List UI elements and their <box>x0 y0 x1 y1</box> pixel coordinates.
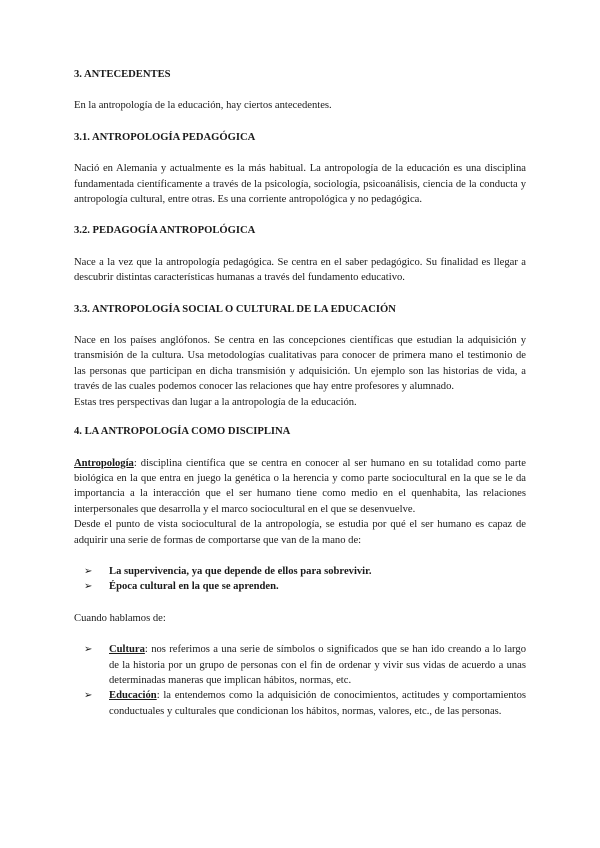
education-term: Educación <box>109 690 157 702</box>
lead-in-text: Cuando hablamos de: <box>74 612 166 624</box>
arrow-bullet-icon: ➢ <box>84 581 93 593</box>
anthropology-term: Antropología <box>74 457 134 469</box>
list-item <box>74 579 526 594</box>
culture-definition: : nos referimos a una serie de símbolos o significados que se han ido creando a lo largo de la historia por un grupo de personas con el fin de ordenar y vivir sus vidas de acuerdo a unas determinadas maneras que implican hábitos, normas, etc. <box>109 644 526 686</box>
section-3-1-heading: 3.1. ANTROPOLOGÍA PEDAGÓGICA <box>74 131 256 143</box>
section-4-heading: 4. LA ANTROPOLOGÍA COMO DISCIPLINA <box>74 426 291 438</box>
list-item-text: La supervivencia, ya que depende de ellos para sobrevivir. <box>109 565 372 577</box>
list-item <box>74 642 526 688</box>
section-4-followup: Desde el punto de vista sociocultural de la antropología, se estudia por qué el ser humano es capaz de adquirir una serie de formas de comportarse que van de la mano de: <box>74 519 526 546</box>
arrow-bullet-icon: ➢ <box>84 690 93 702</box>
culture-term: Cultura <box>109 644 145 656</box>
document-page <box>74 67 526 719</box>
behaviour-list <box>74 564 526 595</box>
definitions-list <box>74 642 526 719</box>
list-item-text: Época cultural en la que se aprenden. <box>109 581 279 593</box>
section-3-2-text: Nace a la vez que la antropología pedagógica. Se centra en el saber pedagógico. Su finalidad es llegar a descubrir distintas características humanas a través del fundamento educativo. <box>74 256 526 284</box>
section-3-3-heading: 3.3. ANTROPOLOGÍA SOCIAL O CULTURAL DE LA EDUCACIÓN <box>74 303 396 315</box>
education-definition: : la entendemos como la adquisición de conocimientos, actitudes y comportamientos conductuales y culturales que condicionan los hábitos, normas, valores, etc., de las personas. <box>109 690 526 717</box>
section-3-1-text: Nació en Alemania y actualmente es la más habitual. La antropología de la educación es una disciplina fundamentada científicamente a través de la psicología, sociología, psicoanálisis, ciencia de la conducta y antropología cultural, entre otras. Es una corriente antropológica y no pedagógica. <box>74 163 526 206</box>
list-item <box>74 564 526 579</box>
list-item <box>74 688 526 719</box>
section-3-2-heading: 3.2. PEDAGOGÍA ANTROPOLÓGICA <box>74 225 256 237</box>
section-3-3-closing: Estas tres perspectivas dan lugar a la antropología de la educación. <box>74 396 357 408</box>
arrow-bullet-icon: ➢ <box>84 565 93 577</box>
section-3-3-text: Nace en los países anglófonos. Se centra en las concepciones científicas que estudian la adquisición y transmisión de la cultura. Usa metodologías cualitativas para conocer de primera mano el testimonio de las personas que participan en dicha transmisión y adquisición. Un ejemplo son las historias de vida, a través de las cuales podemos conocer las relaciones que hay entre profesores y alumnado. <box>74 335 526 393</box>
anthropology-definition <box>74 456 526 518</box>
section-3-intro: En la antropología de la educación, hay ciertos antecedentes. <box>74 100 332 112</box>
anthropology-definition-text: : disciplina científica que se centra en conocer al ser humano en su totalidad como parte biológica en la que entra en juego la genética o la herencia y como parte sociocultural en la que se le da importancia a la interacción que el ser humano tiene como medio en el quenhabita, las relaciones interpersonales que desarrolla y el marco sociocultural en el que se desenvuelve. <box>74 457 526 515</box>
section-3-heading: 3. ANTECEDENTES <box>74 69 171 80</box>
arrow-bullet-icon: ➢ <box>84 644 93 656</box>
